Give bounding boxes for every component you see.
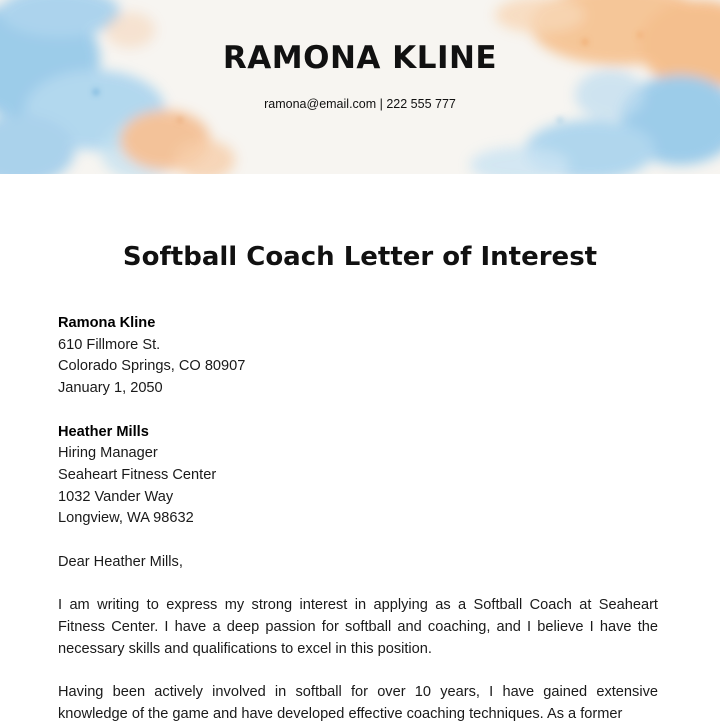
paragraph-experience: Having been actively involved in softball for over 10 years, I have gained extensive knowledge of the game and have developed effective coaching techniques. As a former xyxy=(58,683,658,722)
sender-street: 610 Fillmore St. xyxy=(58,336,161,353)
letterhead-banner xyxy=(0,0,720,174)
recipient-name: Heather Mills xyxy=(58,423,149,440)
contact-info: ramona@email.com | 222 555 777 xyxy=(264,97,456,111)
letter-date: January 1, 2050 xyxy=(58,380,163,397)
recipient-company: Seaheart Fitness Center xyxy=(58,466,217,483)
sender-city: Colorado Springs, CO 80907 xyxy=(58,358,246,375)
letter-body xyxy=(58,313,658,725)
watercolor-background xyxy=(0,0,720,174)
recipient-role: Hiring Manager xyxy=(58,445,158,462)
recipient-block xyxy=(58,422,658,531)
sender-block xyxy=(58,313,658,400)
document-title: Softball Coach Letter of Interest xyxy=(122,242,598,272)
salutation: Dear Heather Mills, xyxy=(58,553,183,570)
paragraph-intro: I am writing to express my strong interest in applying as a Softball Coach at Seaheart Fitness Center. I have a deep passion for softball and coaching, and I believe I have the necessary skills and qualifications to excel in this position. xyxy=(58,597,658,657)
applicant-name-heading: RAMONA KLINE xyxy=(222,40,498,76)
recipient-street: 1032 Vander Way xyxy=(58,488,174,505)
sender-name: Ramona Kline xyxy=(58,315,156,331)
recipient-city: Longview, WA 98632 xyxy=(58,510,194,527)
